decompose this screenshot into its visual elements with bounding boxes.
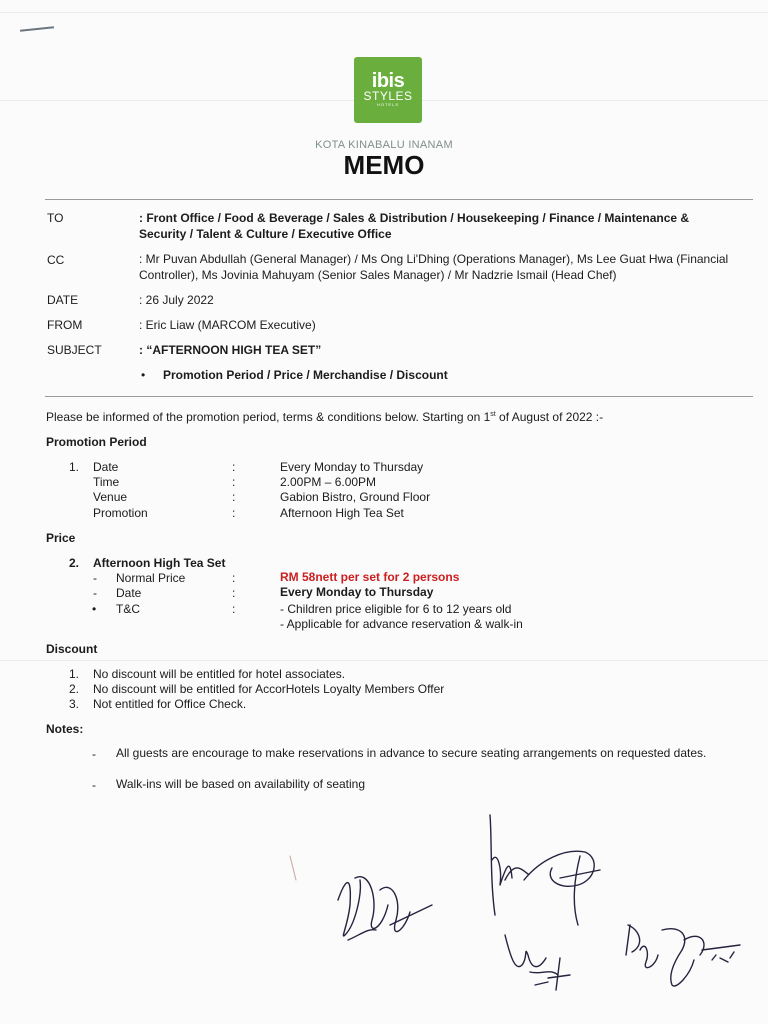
tc-label: T&C xyxy=(116,602,140,616)
promo-date-label: Date xyxy=(93,460,119,474)
note-item: Walk-ins will be based on availability of seating xyxy=(116,777,366,791)
discount-heading: Discount xyxy=(46,642,98,656)
promo-venue-label: Venue xyxy=(93,490,128,504)
signature-4 xyxy=(626,925,740,986)
promo-promotion-colon: : xyxy=(232,506,236,520)
subject-label: SUBJECT xyxy=(47,343,102,357)
intro-sup: st xyxy=(490,411,496,418)
from-value: : Eric Liaw (MARCOM Executive) xyxy=(139,318,316,332)
note-item: All guests are encourage to make reservations in advance to secure seating arrangements on requested dates. xyxy=(116,746,707,760)
promo-time-value: 2.00PM – 6.00PM xyxy=(280,475,377,489)
signature-2 xyxy=(490,815,600,925)
promo-time-label: Time xyxy=(93,475,120,489)
promo-date-colon: : xyxy=(232,460,236,474)
note-bullet: - xyxy=(92,747,96,761)
discount-item: Not entitled for Office Check. xyxy=(93,697,247,711)
price-date-label: Date xyxy=(116,586,142,600)
price-bullet: - xyxy=(93,571,97,585)
price-number: 2. xyxy=(69,556,80,570)
discount-item-number: 3. xyxy=(69,697,80,711)
logo-text-ibis: ibis xyxy=(371,70,405,92)
price-date-value: Every Monday to Thursday xyxy=(280,585,434,599)
cc-label: CC xyxy=(47,253,65,267)
tc-value-reservation: - Applicable for advance reservation & walk-in xyxy=(280,617,523,631)
signature-1 xyxy=(338,877,432,940)
promotion-number: 1. xyxy=(69,460,80,474)
memo-title: MEMO xyxy=(343,150,425,180)
logo-text-styles: STYLES xyxy=(363,89,413,103)
discount-item-number: 1. xyxy=(69,667,80,681)
cc-value: : Mr Puvan Abdullah (General Manager) / Ms Ong Li'Dhing (Operations Manager), Ms Lee Guat Hwa (Financial Controller), Ms Jovinia Mahuyam (Senior Sales Manager) / Mr Nadzrie Ismail (Head Chef) xyxy=(139,252,729,282)
tc-value-children: - Children price eligible for 6 to 12 years old xyxy=(280,602,512,616)
price-heading: Price xyxy=(46,531,76,545)
note-bullet: - xyxy=(92,778,96,792)
normal-price-value: RM 58nett per set for 2 persons xyxy=(280,570,460,584)
promo-date-value: Every Monday to Thursday xyxy=(280,460,424,474)
discount-item: No discount will be entitled for hotel associates. xyxy=(93,667,346,681)
tc-colon: : xyxy=(232,602,236,616)
promo-promotion-label: Promotion xyxy=(93,506,148,520)
promo-promotion-value: Afternoon High Tea Set xyxy=(280,506,404,520)
notes-heading: Notes: xyxy=(46,722,84,736)
to-value: : Front Office / Food & Beverage / Sales & Distribution / Housekeeping / Finance / Maintenance & Security / Talent & Culture / Executive Office xyxy=(139,211,690,241)
discount-item: No discount will be entitled for AccorHotels Loyalty Members Offer xyxy=(93,682,445,696)
price-title: Afternoon High Tea Set xyxy=(93,556,226,570)
intro-main: Please be informed of the promotion period, terms & conditions below. Starting on 1 xyxy=(46,410,491,424)
date-value: : 26 July 2022 xyxy=(139,293,214,307)
normal-price-colon: : xyxy=(232,571,236,585)
date-label: DATE xyxy=(47,293,79,307)
price-date-colon: : xyxy=(232,586,236,600)
promo-venue-colon: : xyxy=(232,490,236,504)
from-label: FROM xyxy=(47,318,83,332)
promotion-period-heading: Promotion Period xyxy=(46,435,147,449)
hotel-name: KOTA KINABALU INANAM xyxy=(315,139,453,151)
subject-value: : “AFTERNOON HIGH TEA SET” xyxy=(139,343,322,357)
promo-venue-value: Gabion Bistro, Ground Floor xyxy=(280,490,431,504)
pen-mark xyxy=(290,856,296,880)
to-label: TO xyxy=(47,211,64,225)
subject-bullet-text: Promotion Period / Price / Merchandise / Discount xyxy=(163,368,448,382)
logo-text-hotels: HOTELS xyxy=(376,102,399,107)
intro-tail: of August of 2022 :- xyxy=(495,410,604,424)
price-bullet: • xyxy=(92,602,97,616)
price-bullet: - xyxy=(93,586,97,600)
subject-bullet: • xyxy=(141,368,146,382)
signature-3 xyxy=(505,935,570,990)
promo-time-colon: : xyxy=(232,475,236,489)
discount-item-number: 2. xyxy=(69,682,80,696)
normal-price-label: Normal Price xyxy=(116,571,186,585)
